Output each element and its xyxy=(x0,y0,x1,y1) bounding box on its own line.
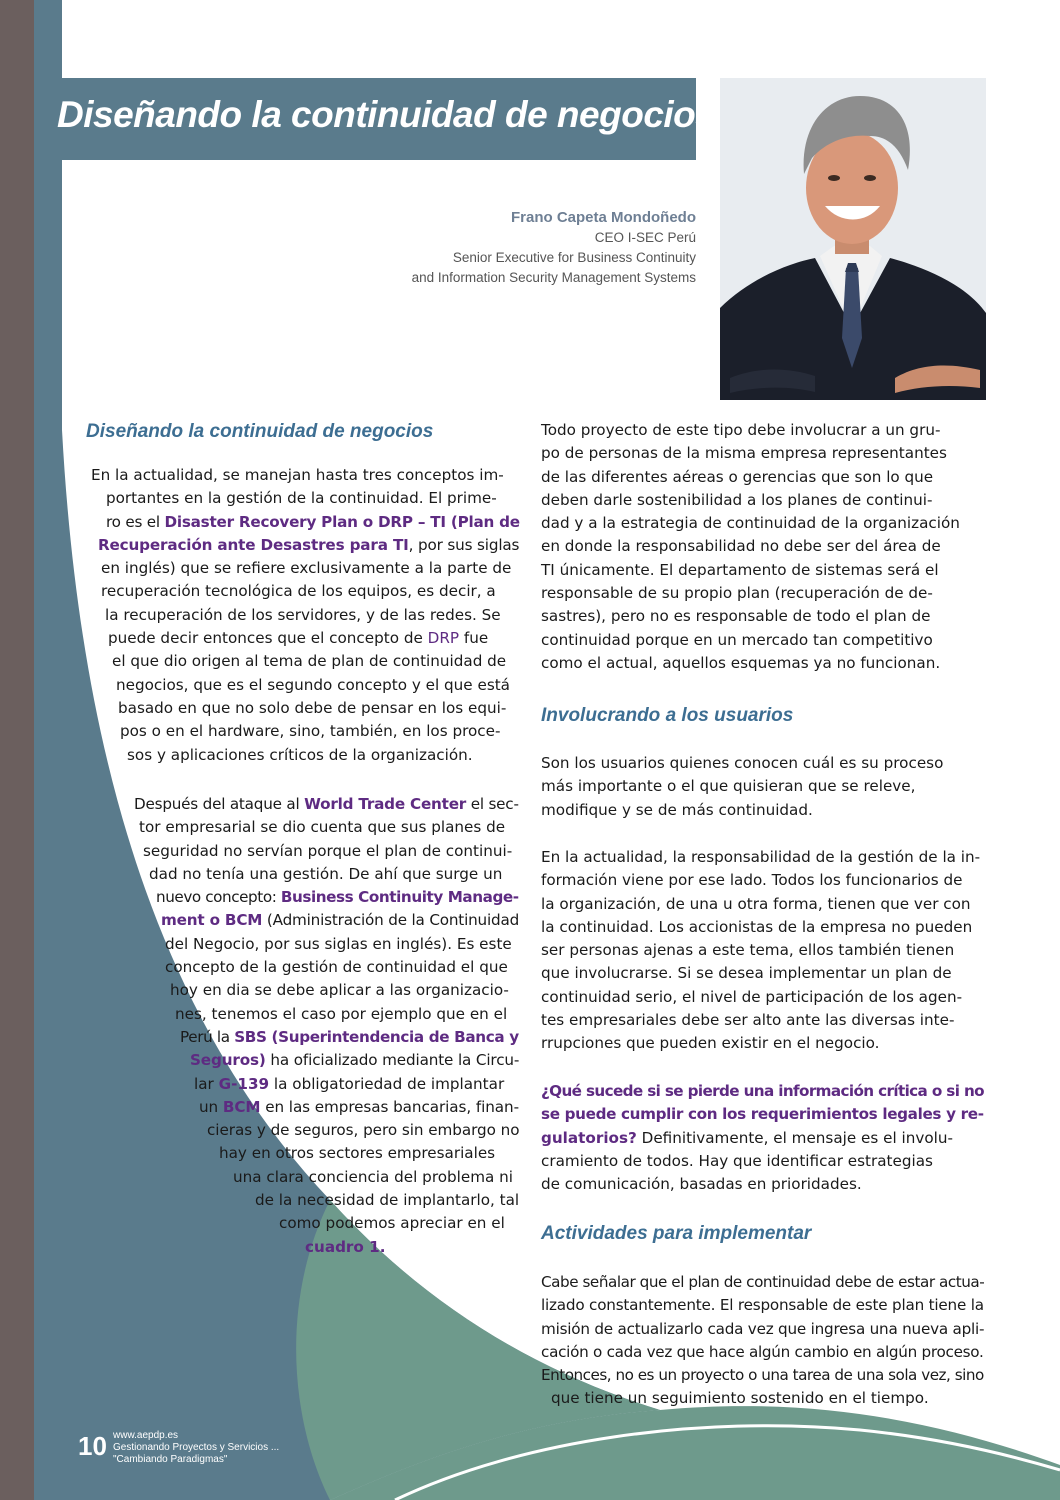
text-run: más importante o el que quisieran que se releve, xyxy=(541,777,916,796)
text-run: basado en que no solo debe de pensar en los equi- xyxy=(118,698,507,717)
text-run: formación viene por ese lado. Todos los funcionarios de xyxy=(541,871,963,890)
text-run: ha oficializado mediante la Circu- xyxy=(265,1051,520,1070)
text-run: Cabe señalar que el plan de continuidad debe de estar actua- xyxy=(541,1273,985,1291)
text-run: deben darle sostenibilidad a los planes de continui- xyxy=(541,490,933,509)
text-run: lizado constantemente. El responsable de este plan tiene la xyxy=(541,1296,984,1315)
text-line xyxy=(541,652,984,675)
text-line xyxy=(194,1073,519,1096)
text-run: que involucrarse. Si se desea implementar un plan de xyxy=(541,964,952,983)
text-run: sos y aplicaciones críticos de la organización. xyxy=(127,745,473,764)
text-line xyxy=(541,893,984,916)
text-line xyxy=(180,1026,519,1049)
text-line xyxy=(541,1173,984,1196)
text-run: negocios, que es el segundo concepto y el que está xyxy=(116,675,510,694)
right-paragraph-5 xyxy=(541,1271,984,1411)
text-line xyxy=(541,1032,984,1055)
text-run: En la actualidad, se manejan hasta tres conceptos im- xyxy=(91,466,504,484)
right-paragraph-3 xyxy=(541,846,984,1056)
text-run: continuidad serio, el nivel de participación de los agen- xyxy=(541,987,963,1006)
highlighted-term: DRP xyxy=(427,629,460,648)
footer-tagline: Gestionando Proyectos y Servicios ... xyxy=(113,1442,280,1453)
text-line xyxy=(541,559,984,582)
author-role: and Information Security Management Systems xyxy=(411,270,696,285)
text-run: (Administración de la Continuidad xyxy=(262,911,520,930)
text-line xyxy=(279,1212,519,1235)
text-run: la recuperación de los servidores, y de las redes. Se xyxy=(105,605,501,624)
text-line xyxy=(541,1150,984,1173)
text-line xyxy=(139,816,519,839)
page-number: 10 xyxy=(78,1431,107,1461)
text-line xyxy=(541,1364,984,1387)
text-run: po de personas de la misma empresa representantes xyxy=(541,444,947,463)
text-run: como el actual, aquellos esquemas ya no funcionan. xyxy=(541,653,941,672)
highlighted-term: G-139 xyxy=(218,1074,270,1093)
text-run: Después del ataque al xyxy=(134,795,305,813)
text-line xyxy=(541,1318,984,1341)
section-heading: Diseñando la continuidad de negocios xyxy=(86,421,434,442)
text-run: que tiene un seguimiento sostenido en el tiempo. xyxy=(551,1389,929,1408)
text-line xyxy=(134,793,519,816)
text-run: como podemos apreciar en el xyxy=(279,1214,505,1233)
text-line xyxy=(541,466,984,489)
highlighted-term: Seguros) xyxy=(190,1051,266,1070)
highlighted-term: cuadro 1. xyxy=(305,1237,386,1256)
text-line xyxy=(175,1003,519,1026)
section-heading: Involucrando a los usuarios xyxy=(541,705,794,726)
text-line xyxy=(108,627,519,650)
footer-subtitle: "Cambiando Paradigmas" xyxy=(113,1454,228,1465)
text-run: de las diferentes aéreas o gerencias que son lo que xyxy=(541,467,934,486)
text-line xyxy=(541,442,984,465)
text-run: portantes en la gestión de la continuidad. El prime- xyxy=(106,489,497,508)
text-line xyxy=(541,489,984,512)
text-line xyxy=(541,1341,984,1364)
text-run: concepto de la gestión de continuidad el que xyxy=(165,958,508,977)
text-run: cieras y de seguros, pero sin embargo no xyxy=(207,1121,520,1140)
text-line xyxy=(541,535,984,558)
text-line xyxy=(207,1119,519,1142)
text-line xyxy=(106,487,519,510)
text-run: tes empresariales debe ser alto ante las diversas inte- xyxy=(541,1011,955,1030)
text-run: fue xyxy=(459,629,489,648)
text-line xyxy=(541,1127,984,1150)
text-run: del Negocio, por sus siglas en inglés). Es este xyxy=(165,934,512,953)
text-run: nuevo concepto: xyxy=(156,888,281,907)
text-line xyxy=(165,933,519,956)
text-run: sastres), pero no es responsable de todo el plan de xyxy=(541,607,931,626)
text-run: el sec- xyxy=(466,795,519,813)
highlighted-term: ment o BCM xyxy=(161,911,263,930)
left-brown-stripe xyxy=(0,0,34,1500)
left-paragraph-2 xyxy=(134,793,519,1259)
text-run: la obligatoriedad de implantar xyxy=(269,1074,505,1093)
text-run: rrupciones que pueden existir en el negocio. xyxy=(541,1034,880,1053)
text-line xyxy=(106,511,519,534)
text-line xyxy=(149,863,519,886)
highlighted-term: se puede cumplir con los requerimientos legales y re- xyxy=(541,1105,984,1124)
footer-text xyxy=(113,1430,279,1466)
highlighted-term: Business Continuity Manage- xyxy=(280,888,519,907)
text-run: hay en otros sectores empresariales xyxy=(219,1144,496,1163)
text-run: la organización, de una u otra forma, tienen que ver con xyxy=(541,894,971,913)
text-line xyxy=(101,557,519,580)
author-role: Senior Executive for Business Continuity xyxy=(452,250,696,265)
text-run: Perú la xyxy=(180,1027,235,1046)
text-run: dad no tenía una gestión. De ahí que surge un xyxy=(149,864,503,883)
text-run: el que dio origen al tema de plan de continuidad de xyxy=(112,652,507,671)
text-line xyxy=(541,512,984,535)
text-line xyxy=(541,1294,984,1317)
text-line xyxy=(120,720,519,743)
text-run: Entonces, no es un proyecto o una tarea de una sola vez, sino xyxy=(541,1366,984,1385)
left-paragraph-1 xyxy=(91,464,519,767)
text-line xyxy=(541,1103,984,1126)
text-run: Definitivamente, el mensaje es el involu- xyxy=(636,1128,953,1147)
text-run: recuperación tecnológica de los equipos, es decir, a xyxy=(101,582,496,601)
text-run: tor empresarial se dio cuenta que sus planes de xyxy=(139,818,506,837)
text-run: puede decir entonces que el concepto de xyxy=(108,629,428,648)
text-run: de comunicación, basadas en prioridades. xyxy=(541,1175,862,1194)
text-line xyxy=(551,1387,984,1410)
text-run: Todo proyecto de este tipo debe involucrar a un gru- xyxy=(541,421,941,439)
text-line xyxy=(541,869,984,892)
footer-site-link[interactable]: www.aepdp.es xyxy=(113,1430,179,1441)
text-run: misión de actualizarlo cada vez que ingresa una nueva apli- xyxy=(541,1319,985,1338)
text-line xyxy=(161,909,519,932)
text-line xyxy=(541,846,984,869)
text-line xyxy=(541,986,984,1009)
text-line xyxy=(541,916,984,939)
highlighted-term: BCM xyxy=(222,1097,261,1116)
text-line xyxy=(170,979,519,1002)
text-run: ser personas ajenas a este tema, ellos también tienen xyxy=(541,941,955,960)
text-line xyxy=(541,419,984,442)
text-line xyxy=(98,534,519,557)
text-run: pos o en el hardware, sino, también, en los proce- xyxy=(120,722,501,741)
author-block xyxy=(412,208,696,288)
author-photo xyxy=(720,78,986,400)
text-line xyxy=(165,956,519,979)
right-paragraph-4 xyxy=(541,1080,984,1196)
highlighted-term: Recuperación ante Desastres para TI xyxy=(98,535,409,554)
section-heading: Actividades para implementar xyxy=(541,1223,812,1244)
highlighted-term: World Trade Center xyxy=(304,795,467,813)
text-run: Son los usuarios quienes conocen cuál es su proceso xyxy=(541,754,944,772)
highlighted-term: ¿Qué sucede si se pierde una información crítica o si no xyxy=(541,1082,984,1100)
highlighted-term: Disaster Recovery Plan o DRP – TI (Plan de xyxy=(164,512,520,531)
text-run: ro es el xyxy=(106,512,165,531)
text-line xyxy=(219,1142,519,1165)
text-line xyxy=(541,1271,984,1294)
text-line xyxy=(143,840,519,863)
text-run: nes, tenemos el caso por ejemplo que en el xyxy=(175,1004,508,1023)
page-title: Diseñando la continuidad de negocios xyxy=(57,94,716,135)
text-run: seguridad no servían porque el plan de continui- xyxy=(143,841,513,860)
text-run: continuidad porque en un mercado tan competitivo xyxy=(541,630,933,649)
right-paragraph-2 xyxy=(541,752,984,822)
text-line xyxy=(541,1080,984,1103)
text-run: de la necesidad de implantarlo, tal xyxy=(255,1191,520,1210)
text-line xyxy=(541,962,984,985)
text-run: TI únicamente. El departamento de sistemas será el xyxy=(541,560,939,579)
highlighted-term: gulatorios? xyxy=(541,1128,637,1147)
text-line xyxy=(116,674,519,697)
text-run: , por sus siglas xyxy=(408,535,520,554)
text-run: lar xyxy=(194,1074,219,1093)
text-run: en las empresas bancarias, finan- xyxy=(260,1097,519,1116)
text-line xyxy=(255,1189,519,1212)
text-run: la continuidad. Los accionistas de la empresa no pueden xyxy=(541,917,973,936)
author-name: Frano Capeta Mondoñedo xyxy=(511,209,696,226)
text-line xyxy=(541,939,984,962)
text-run: modifique y se de más continuidad. xyxy=(541,800,813,819)
text-line xyxy=(91,464,519,487)
text-line xyxy=(541,605,984,628)
text-line xyxy=(112,650,519,673)
text-run: cación o cada vez que hace algún cambio en algún proceso. xyxy=(541,1342,984,1361)
text-line xyxy=(541,799,984,822)
right-paragraph-1 xyxy=(541,419,984,675)
text-line xyxy=(156,886,519,909)
text-run: en inglés) que se refiere exclusivamente a la parte de xyxy=(101,559,512,578)
author-role: CEO I-SEC Perú xyxy=(594,230,696,245)
text-run: En la actualidad, la responsabilidad de la gestión de la in- xyxy=(541,848,981,866)
text-run: hoy en dia se debe aplicar a las organizacio- xyxy=(170,981,509,1000)
text-run: cramiento de todos. Hay que identificar estrategias xyxy=(541,1151,933,1170)
text-line xyxy=(233,1166,519,1189)
text-run: responsable de su propio plan (recuperación de de- xyxy=(541,584,933,603)
text-line xyxy=(190,1049,519,1072)
text-run: una clara conciencia del problema ni xyxy=(233,1167,514,1186)
text-run: dad y a la estrategia de continuidad de la organización xyxy=(541,514,960,533)
text-line xyxy=(127,744,519,767)
highlighted-term: SBS (Superintendencia de Banca y xyxy=(234,1027,519,1046)
text-line xyxy=(541,1009,984,1032)
text-line xyxy=(541,775,984,798)
text-run: un xyxy=(199,1097,223,1116)
text-line xyxy=(541,629,984,652)
text-line xyxy=(541,582,984,605)
text-line xyxy=(305,1236,519,1259)
text-line xyxy=(105,604,519,627)
text-line xyxy=(118,697,519,720)
text-line xyxy=(199,1096,519,1119)
text-line xyxy=(541,752,984,775)
text-run: en donde la responsabilidad no debe ser del área de xyxy=(541,537,941,556)
text-line xyxy=(101,580,519,603)
